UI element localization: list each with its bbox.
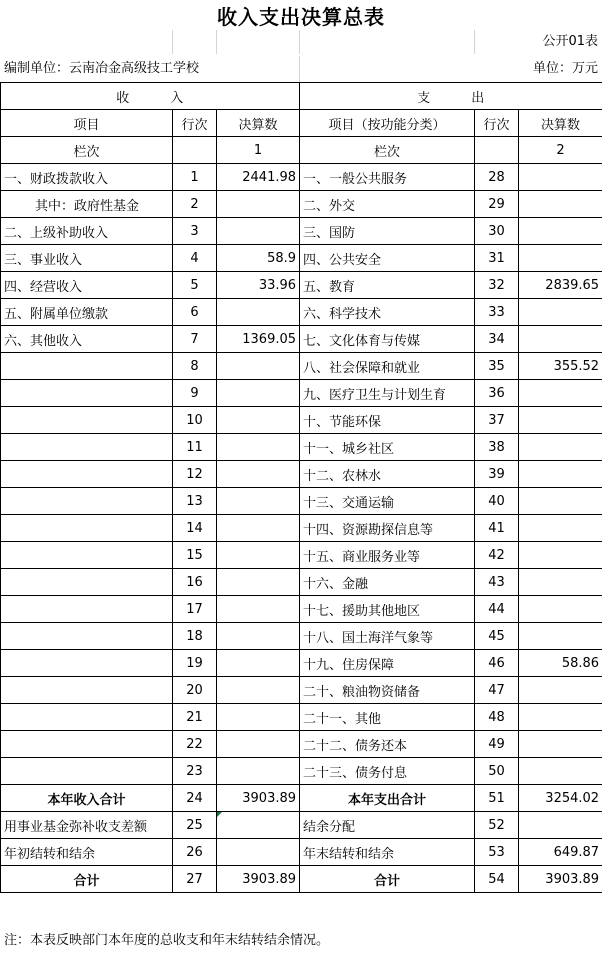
column-number-row bbox=[1, 137, 602, 164]
expense-item: 十四、资源勘探信息等 bbox=[300, 515, 475, 542]
income-item bbox=[1, 353, 173, 380]
income-line-no: 2 bbox=[173, 191, 217, 218]
income-item bbox=[1, 461, 173, 488]
expense-line-no: 53 bbox=[475, 839, 519, 866]
expense-line-no: 28 bbox=[475, 164, 519, 191]
income-item bbox=[1, 623, 173, 650]
expense-col-label: 栏次 bbox=[300, 137, 475, 164]
income-line-no: 22 bbox=[173, 731, 217, 758]
expense-amount bbox=[519, 218, 602, 245]
income-line-no: 19 bbox=[173, 650, 217, 677]
income-amount bbox=[217, 191, 300, 218]
gridline bbox=[299, 30, 300, 54]
income-line-no: 1 bbox=[173, 164, 217, 191]
income-line-no: 10 bbox=[173, 407, 217, 434]
income-item: 用事业基金弥补收支差额 bbox=[1, 812, 173, 839]
income-item: 合计 bbox=[1, 866, 173, 893]
expense-item: 十三、交通运输 bbox=[300, 488, 475, 515]
expense-amount bbox=[519, 380, 602, 407]
income-item bbox=[1, 515, 173, 542]
expense-amount bbox=[519, 434, 602, 461]
expense-amount bbox=[519, 542, 602, 569]
expense-line-no: 42 bbox=[475, 542, 519, 569]
income-line-no: 18 bbox=[173, 623, 217, 650]
total-row bbox=[1, 839, 602, 866]
income-amount bbox=[217, 218, 300, 245]
expense-line-no: 51 bbox=[475, 785, 519, 812]
income-amount: 2441.98 bbox=[217, 164, 300, 191]
income-item: 五、附属单位缴款 bbox=[1, 299, 173, 326]
income-line-no: 17 bbox=[173, 596, 217, 623]
expense-amount bbox=[519, 731, 602, 758]
expense-item-header: 项目（按功能分类） bbox=[300, 110, 475, 137]
expense-line-no: 40 bbox=[475, 488, 519, 515]
expense-item: 四、公共安全 bbox=[300, 245, 475, 272]
expense-amount bbox=[519, 623, 602, 650]
table-row bbox=[1, 380, 602, 407]
income-item-header: 项目 bbox=[1, 110, 173, 137]
expense-line-no: 47 bbox=[475, 677, 519, 704]
table-cell bbox=[173, 137, 217, 164]
expense-item: 十一、城乡社区 bbox=[300, 434, 475, 461]
table-row bbox=[1, 434, 602, 461]
income-item bbox=[1, 758, 173, 785]
income-amount bbox=[217, 461, 300, 488]
expense-line-no: 43 bbox=[475, 569, 519, 596]
income-amount bbox=[217, 704, 300, 731]
gridline bbox=[172, 30, 173, 54]
expense-item: 九、医疗卫生与计划生育 bbox=[300, 380, 475, 407]
income-line-no: 14 bbox=[173, 515, 217, 542]
expense-col-number: 2 bbox=[519, 137, 602, 164]
table-row bbox=[1, 623, 602, 650]
income-line-no: 27 bbox=[173, 866, 217, 893]
income-item bbox=[1, 542, 173, 569]
table-row bbox=[1, 272, 602, 299]
income-amount bbox=[217, 299, 300, 326]
income-line-header: 行次 bbox=[173, 110, 217, 137]
expense-amount bbox=[519, 812, 602, 839]
income-amount bbox=[217, 515, 300, 542]
gridline bbox=[299, 56, 300, 82]
income-item: 四、经营收入 bbox=[1, 272, 173, 299]
income-col-number: 1 bbox=[217, 137, 300, 164]
expense-line-no: 32 bbox=[475, 272, 519, 299]
expense-item: 六、科学技术 bbox=[300, 299, 475, 326]
table-row bbox=[1, 461, 602, 488]
income-col-label: 栏次 bbox=[1, 137, 173, 164]
expense-amount: 3903.89 bbox=[519, 866, 602, 893]
income-amount bbox=[217, 731, 300, 758]
income-amount bbox=[217, 677, 300, 704]
expense-amount bbox=[519, 758, 602, 785]
expense-line-no: 31 bbox=[475, 245, 519, 272]
income-item bbox=[1, 650, 173, 677]
form-code-row bbox=[0, 30, 602, 54]
income-amount bbox=[217, 407, 300, 434]
expense-item: 二十二、债务还本 bbox=[300, 731, 475, 758]
expense-item: 十八、国土海洋气象等 bbox=[300, 623, 475, 650]
expense-item: 二十、粮油物资储备 bbox=[300, 677, 475, 704]
cell-comment-marker bbox=[217, 812, 222, 817]
income-line-no: 15 bbox=[173, 542, 217, 569]
income-item bbox=[1, 380, 173, 407]
expense-line-no: 45 bbox=[475, 623, 519, 650]
income-line-no: 6 bbox=[173, 299, 217, 326]
gridline bbox=[474, 30, 475, 54]
income-amount bbox=[217, 623, 300, 650]
income-line-no: 13 bbox=[173, 488, 217, 515]
gridline bbox=[216, 30, 217, 54]
expense-item: 五、教育 bbox=[300, 272, 475, 299]
expense-item: 十二、农林水 bbox=[300, 461, 475, 488]
income-amount: 3903.89 bbox=[217, 785, 300, 812]
income-amount bbox=[217, 542, 300, 569]
income-line-no: 8 bbox=[173, 353, 217, 380]
table-row bbox=[1, 758, 602, 785]
income-item bbox=[1, 488, 173, 515]
expense-line-no: 36 bbox=[475, 380, 519, 407]
table-row bbox=[1, 191, 602, 218]
income-amount: 3903.89 bbox=[217, 866, 300, 893]
income-amount bbox=[217, 353, 300, 380]
income-item: 年初结转和结余 bbox=[1, 839, 173, 866]
income-line-no: 21 bbox=[173, 704, 217, 731]
expense-item: 八、社会保障和就业 bbox=[300, 353, 475, 380]
table-row bbox=[1, 407, 602, 434]
income-line-no: 4 bbox=[173, 245, 217, 272]
income-amount bbox=[217, 758, 300, 785]
expense-amount: 58.86 bbox=[519, 650, 602, 677]
summary-table bbox=[0, 82, 602, 893]
income-item: 一、财政拨款收入 bbox=[1, 164, 173, 191]
expense-line-no: 30 bbox=[475, 218, 519, 245]
income-item bbox=[1, 434, 173, 461]
table-row bbox=[1, 515, 602, 542]
expense-amount bbox=[519, 596, 602, 623]
expense-item: 一、一般公共服务 bbox=[300, 164, 475, 191]
expense-amount bbox=[519, 407, 602, 434]
table-row bbox=[1, 245, 602, 272]
income-amount bbox=[217, 569, 300, 596]
table-row bbox=[1, 704, 602, 731]
income-amount bbox=[217, 650, 300, 677]
expense-amount bbox=[519, 677, 602, 704]
table-row bbox=[1, 542, 602, 569]
expense-item: 二十一、其他 bbox=[300, 704, 475, 731]
income-line-no: 11 bbox=[173, 434, 217, 461]
expense-item: 合计 bbox=[300, 866, 475, 893]
income-item bbox=[1, 677, 173, 704]
income-line-no: 16 bbox=[173, 569, 217, 596]
income-amount: 1369.05 bbox=[217, 326, 300, 353]
income-amount bbox=[217, 812, 300, 839]
org-label: 编制单位：云南冶金高级技工学校 bbox=[4, 61, 200, 76]
income-group-header: 收 入 bbox=[1, 83, 300, 110]
expense-amount: 3254.02 bbox=[519, 785, 602, 812]
expense-line-no: 44 bbox=[475, 596, 519, 623]
expense-line-no: 46 bbox=[475, 650, 519, 677]
expense-line-no: 38 bbox=[475, 434, 519, 461]
expense-amount bbox=[519, 569, 602, 596]
table-row bbox=[1, 596, 602, 623]
income-line-no: 25 bbox=[173, 812, 217, 839]
table-row bbox=[1, 164, 602, 191]
expense-amount bbox=[519, 164, 602, 191]
income-line-no: 26 bbox=[173, 839, 217, 866]
expense-item: 三、国防 bbox=[300, 218, 475, 245]
expense-amount bbox=[519, 191, 602, 218]
income-item: 六、其他收入 bbox=[1, 326, 173, 353]
expense-line-no: 33 bbox=[475, 299, 519, 326]
income-line-no: 23 bbox=[173, 758, 217, 785]
table-row bbox=[1, 326, 602, 353]
table-row bbox=[1, 731, 602, 758]
income-item bbox=[1, 704, 173, 731]
table-row bbox=[1, 488, 602, 515]
expense-item: 十五、商业服务业等 bbox=[300, 542, 475, 569]
table-row bbox=[1, 218, 602, 245]
expense-line-no: 50 bbox=[475, 758, 519, 785]
expense-line-no: 29 bbox=[475, 191, 519, 218]
income-amount bbox=[217, 596, 300, 623]
income-item: 三、事业收入 bbox=[1, 245, 173, 272]
group-header-row bbox=[1, 83, 602, 110]
table-cell bbox=[475, 137, 519, 164]
expense-item: 结余分配 bbox=[300, 812, 475, 839]
table-row bbox=[1, 569, 602, 596]
expense-item: 七、文化体育与传媒 bbox=[300, 326, 475, 353]
expense-item: 十七、援助其他地区 bbox=[300, 596, 475, 623]
expense-line-no: 54 bbox=[475, 866, 519, 893]
expense-item: 十六、金融 bbox=[300, 569, 475, 596]
income-item: 本年收入合计 bbox=[1, 785, 173, 812]
expense-group-header: 支 出 bbox=[300, 83, 602, 110]
expense-line-no: 39 bbox=[475, 461, 519, 488]
expense-item: 年末结转和结余 bbox=[300, 839, 475, 866]
income-amount bbox=[217, 434, 300, 461]
expense-amount bbox=[519, 326, 602, 353]
expense-amount bbox=[519, 245, 602, 272]
expense-line-no: 34 bbox=[475, 326, 519, 353]
total-row bbox=[1, 812, 602, 839]
expense-amount bbox=[519, 299, 602, 326]
income-line-no: 9 bbox=[173, 380, 217, 407]
income-line-no: 24 bbox=[173, 785, 217, 812]
expense-amount: 2839.65 bbox=[519, 272, 602, 299]
income-line-no: 5 bbox=[173, 272, 217, 299]
income-item bbox=[1, 731, 173, 758]
expense-line-no: 41 bbox=[475, 515, 519, 542]
income-item: 二、上级补助收入 bbox=[1, 218, 173, 245]
expense-line-no: 49 bbox=[475, 731, 519, 758]
income-amount: 58.9 bbox=[217, 245, 300, 272]
expense-amount bbox=[519, 704, 602, 731]
page-title: 收入支出决算总表 bbox=[217, 5, 385, 29]
expense-item: 十、节能环保 bbox=[300, 407, 475, 434]
table-row bbox=[1, 299, 602, 326]
income-item bbox=[1, 569, 173, 596]
table-row bbox=[1, 353, 602, 380]
expense-amount bbox=[519, 488, 602, 515]
unit-label: 单位：万元 bbox=[532, 61, 598, 76]
income-amount-header: 决算数 bbox=[217, 110, 300, 137]
expense-amount: 649.87 bbox=[519, 839, 602, 866]
expense-amount bbox=[519, 515, 602, 542]
income-amount bbox=[217, 839, 300, 866]
expense-item: 本年支出合计 bbox=[300, 785, 475, 812]
income-line-no: 3 bbox=[173, 218, 217, 245]
expense-item: 二十三、债务付息 bbox=[300, 758, 475, 785]
data-rows bbox=[1, 164, 602, 785]
income-amount bbox=[217, 380, 300, 407]
footnote: 注：本表反映部门本年度的总收支和年末结转结余情况。 bbox=[4, 933, 330, 948]
expense-line-header: 行次 bbox=[475, 110, 519, 137]
total-row bbox=[1, 785, 602, 812]
form-code: 公开01表 bbox=[542, 34, 598, 49]
expense-amount-header: 决算数 bbox=[519, 110, 602, 137]
income-line-no: 7 bbox=[173, 326, 217, 353]
column-header-row bbox=[1, 110, 602, 137]
income-item bbox=[1, 596, 173, 623]
unit-row bbox=[0, 56, 602, 82]
expense-line-no: 48 bbox=[475, 704, 519, 731]
income-amount bbox=[217, 488, 300, 515]
income-line-no: 12 bbox=[173, 461, 217, 488]
expense-amount: 355.52 bbox=[519, 353, 602, 380]
expense-line-no: 52 bbox=[475, 812, 519, 839]
expense-amount bbox=[519, 461, 602, 488]
total-rows bbox=[1, 785, 602, 893]
table-row bbox=[1, 650, 602, 677]
income-item bbox=[1, 407, 173, 434]
total-row bbox=[1, 866, 602, 893]
expense-line-no: 35 bbox=[475, 353, 519, 380]
income-amount: 33.96 bbox=[217, 272, 300, 299]
expense-item: 十九、住房保障 bbox=[300, 650, 475, 677]
income-item: 其中：政府性基金 bbox=[1, 191, 173, 218]
expense-line-no: 37 bbox=[475, 407, 519, 434]
table-row bbox=[1, 677, 602, 704]
income-line-no: 20 bbox=[173, 677, 217, 704]
expense-item: 二、外交 bbox=[300, 191, 475, 218]
